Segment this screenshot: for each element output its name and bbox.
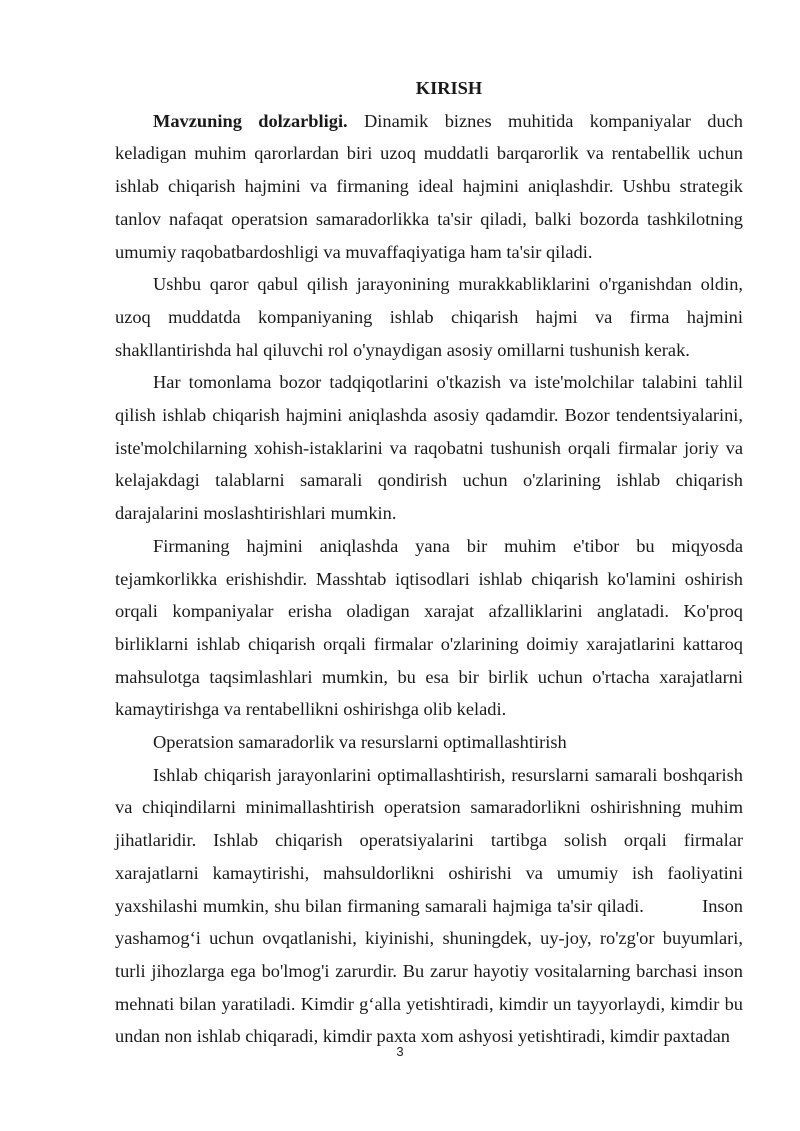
paragraph-operations: Ishlab chiqarish jarayonlarini optimallashtirish, resurslarni samarali boshqarish va chiqindilarni minimallashtirish operatsion samaradorlikni oshirishning muhim jihatlaridir. Ishlab chiqarish operatsiyalarini tartibga solish orqali firmalar xarajatlarni kamaytirishi, mahsuldorlikni oshirishi va umumiy ish faoliyatini yaxshilashi mumkin, shu bilan firmaning samarali hajmiga ta'sir qiladi. Inson yashamog‘i uchun ovqatlanishi, kiyinishi, shuningdek, uy-joy, ro'zg'or buyumlari, turli jihozlarga ega bo'lmog'i zarurdir. Bu zarur hayotiy vositalarning barchasi inson mehnati bilan yaratiladi. Kimdir g‘alla yetishtiradi, kimdir un tayyorlaydi, kimdir bu undan non ishlab chiqaradi, kimdir paxta xom ashyosi yetishtiradi, kimdir paxtadan (115, 764, 748, 1047)
document-title: KIRISH (415, 78, 483, 98)
paragraph-subheading: Operatsion samaradorlik va resurslarni optimallashtirish (153, 732, 567, 753)
paragraph-market-research: Har tomonlama bozor tadqiqotlarini o'tkazish va iste'molchilar talabini tahlil qilish ishlab chiqarish hajmini aniqlashda asosiy qadamdir. Bozor tendentsiyalarini, iste'molchilarning xohish-istaklarini va raqobatni tushunish orqali firmalar joriy va kelajakdagi talablarni samarali qondirish uchun o'zlarining ishlab chiqarish darajalarini moslashtirishlari mumkin. (115, 372, 743, 524)
document-page (115, 72, 748, 1053)
paragraph-text: Dinamik biznes muhitida kompaniyalar duch keladigan muhim qarorlardan biri uzoq muddatli barqarorlik va rentabellik uchun ishlab chiqarish hajmini va firmaning ideal hajmini aniqlashdir. Ushbu strategik tanlov nafaqat operatsion samaradorlikka ta'sir qiladi, balki bozorda tashkilotning umumiy raqobatbardoshligi va muvaffaqiyatiga ham ta'sir qiladi. (115, 110, 743, 262)
paragraph-factors: Ushbu qaror qabul qilish jarayonining murakkabliklarini o'rganishdan oldin, uzoq muddatda kompaniyaning ishlab chiqarish hajmi va firma hajmini shakllantirishda hal qiluvchi rol o'ynaydigan asosiy omillarni tushunish kerak. (115, 274, 743, 360)
paragraph-relevance (115, 105, 743, 269)
page-number: 3 (396, 1044, 404, 1059)
paragraph-economies-of-scale: Firmaning hajmini aniqlashda yana bir muhim e'tibor bu miqyosda tejamkorlikka erishishdir. Masshtab iqtisodlari ishlab chiqarish ko'lamini oshirish orqali kompaniyalar erisha oladigan xarajat afzalliklarini anglatadi. Ko'proq birliklarni ishlab chiqarish orqali firmalar o'zlarining doimiy xarajatlarini kattaroq mahsulotga taqsimlashlari mumkin, bu esa bir birlik uchun o'rtacha xarajatlarni kamaytirishga va rentabellikni oshirishga olib keladi. (115, 535, 743, 720)
paragraph-lead: Mavzuning dolzarbligi. (153, 110, 348, 131)
